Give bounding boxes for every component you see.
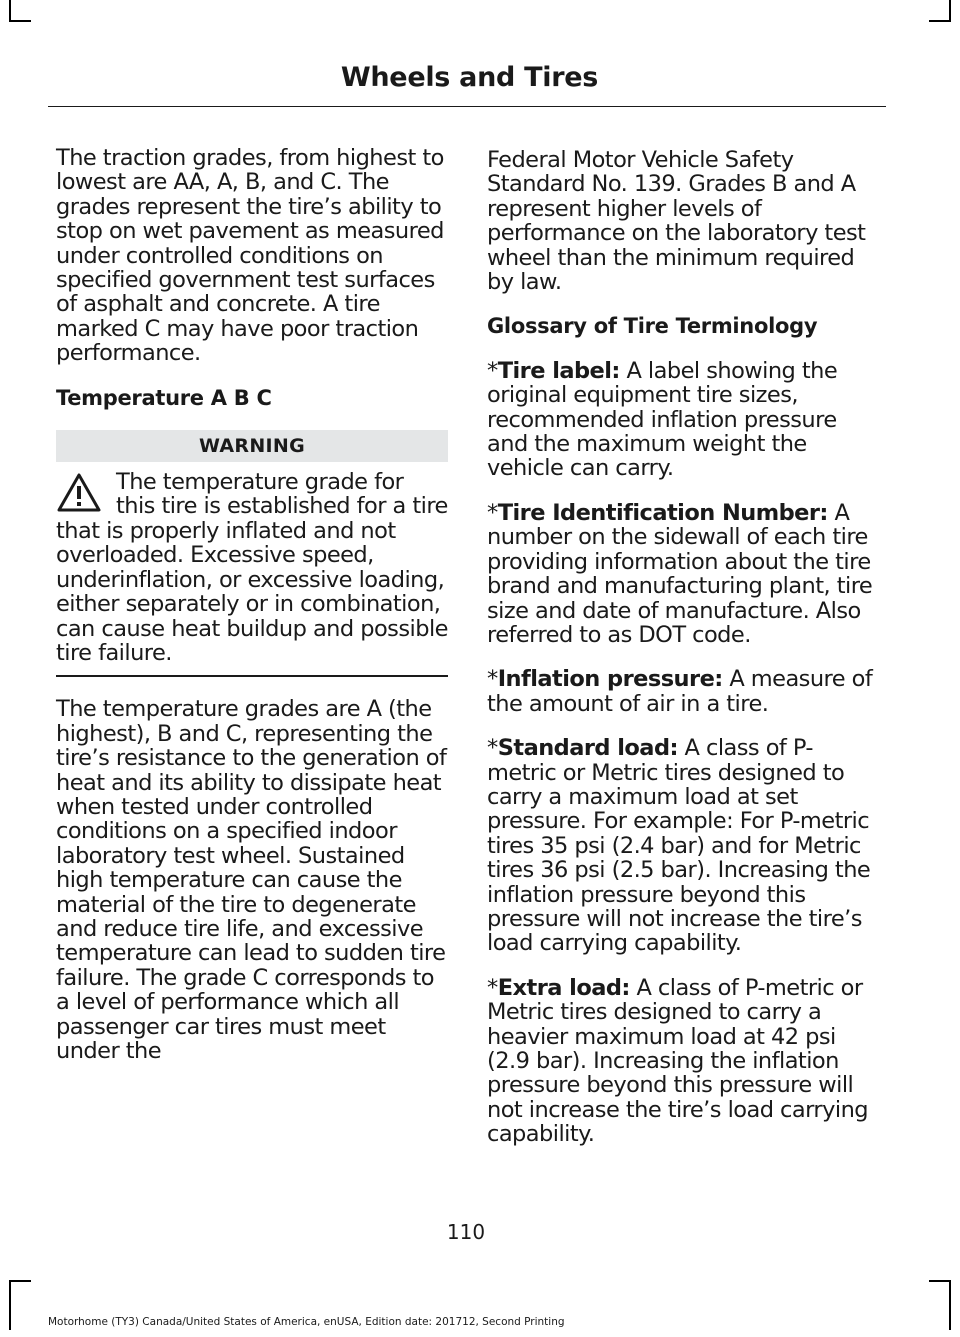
glossary-entry bbox=[487, 501, 879, 647]
term-prefix: * bbox=[487, 666, 498, 693]
warning-body bbox=[56, 470, 448, 677]
term-definition: A class of P-metric or Metric tires designed to carry a heavier maximum load at 42 psi (2.9 bar). Increasing the inflation pressure beyond this pressure will not increase the tire’s load carrying capability. bbox=[487, 974, 869, 1148]
term-prefix: * bbox=[487, 974, 498, 1001]
footer-edition: Motorhome (TY3) Canada/United States of America, enUSA, Edition date: 201712, Second Printing bbox=[48, 1316, 565, 1328]
warning-text: The temperature grade for this tire is established for a tire that is properly inflated and not overloaded. Excessive speed, underinflation, or excessive loading, either separately or in combination, can cause heat buildup and possible tire failure. bbox=[56, 469, 448, 666]
term-definition: A label showing the original equipment tire sizes, recommended inflation pressure and the maximum weight the vehicle can carry. bbox=[487, 357, 838, 482]
term-definition: A number on the sidewall of each tire providing information about the tire brand and manufacturing plant, tire size and date of manufacture. Also referred to as DOT code. bbox=[487, 499, 873, 648]
crop-mark bbox=[9, 20, 31, 22]
standard-paragraph: Federal Motor Vehicle Safety Standard No. 139. Grades B and A represent higher levels of performance on the laboratory test wheel than the minimum required by law. bbox=[487, 147, 866, 296]
term-name: Inflation pressure: bbox=[497, 666, 723, 693]
term-name: Tire label: bbox=[497, 357, 620, 384]
term-name: Tire Identification Number: bbox=[497, 499, 828, 526]
header-divider bbox=[48, 106, 886, 107]
glossary-entry bbox=[487, 976, 879, 1147]
term-definition: A measure of the amount of air in a tire. bbox=[487, 666, 873, 717]
crop-mark bbox=[9, 0, 11, 22]
page-title: Wheels and Tires bbox=[340, 62, 598, 93]
term-name: Extra load: bbox=[497, 974, 630, 1001]
crop-mark bbox=[9, 1280, 31, 1282]
crop-mark bbox=[9, 1280, 11, 1330]
term-name: Standard load: bbox=[497, 735, 678, 762]
crop-mark bbox=[949, 0, 951, 22]
crop-mark bbox=[949, 1280, 951, 1330]
glossary-entry bbox=[487, 667, 879, 716]
term-prefix: * bbox=[487, 357, 498, 384]
warning-box bbox=[56, 430, 448, 677]
glossary-entry bbox=[487, 736, 879, 956]
term-definition: A class of P-metric or Metric tires designed to carry a maximum load at set pressure. For example: For P-metric tires 35 psi (2.4 bar) and for Metric tires 36 psi (2.5 bar). Increasing the inflation pressure beyond this pressure will not increase the tire’s load carrying capability. bbox=[487, 735, 871, 957]
term-prefix: * bbox=[487, 735, 498, 762]
warning-label: WARNING bbox=[56, 430, 448, 462]
right-column bbox=[487, 148, 879, 1167]
left-column bbox=[56, 146, 448, 1083]
page-number: 110 bbox=[446, 1220, 486, 1244]
temperature-paragraph: The temperature grades are A (the highest), B and C, representing the tire’s resistance to the generation of heat and its ability to dissipate heat when tested under controlled conditions on a specified indoor laboratory test wheel. Sustained high temperature can cause the material of the tire to degenerate and reduce tire life, and excessive temperature can lead to sudden tire failure. The grade C corresponds to a level of performance which all passenger car tires must meet under the bbox=[56, 696, 447, 1064]
term-prefix: * bbox=[487, 499, 498, 526]
crop-mark bbox=[929, 1280, 951, 1282]
crop-mark bbox=[929, 20, 951, 22]
glossary-entry bbox=[487, 359, 879, 481]
traction-paragraph: The traction grades, from highest to lowest are AA, A, B, and C. The grades represent the tire’s ability to stop on wet pavement as measured under controlled conditions on specified government test surfaces of asphalt and concrete. A tire marked C may have poor traction performance. bbox=[56, 145, 444, 367]
temperature-heading: Temperature A B C bbox=[56, 385, 272, 410]
warning-triangle-icon bbox=[56, 472, 102, 514]
glossary-heading: Glossary of Tire Terminology bbox=[487, 314, 818, 339]
